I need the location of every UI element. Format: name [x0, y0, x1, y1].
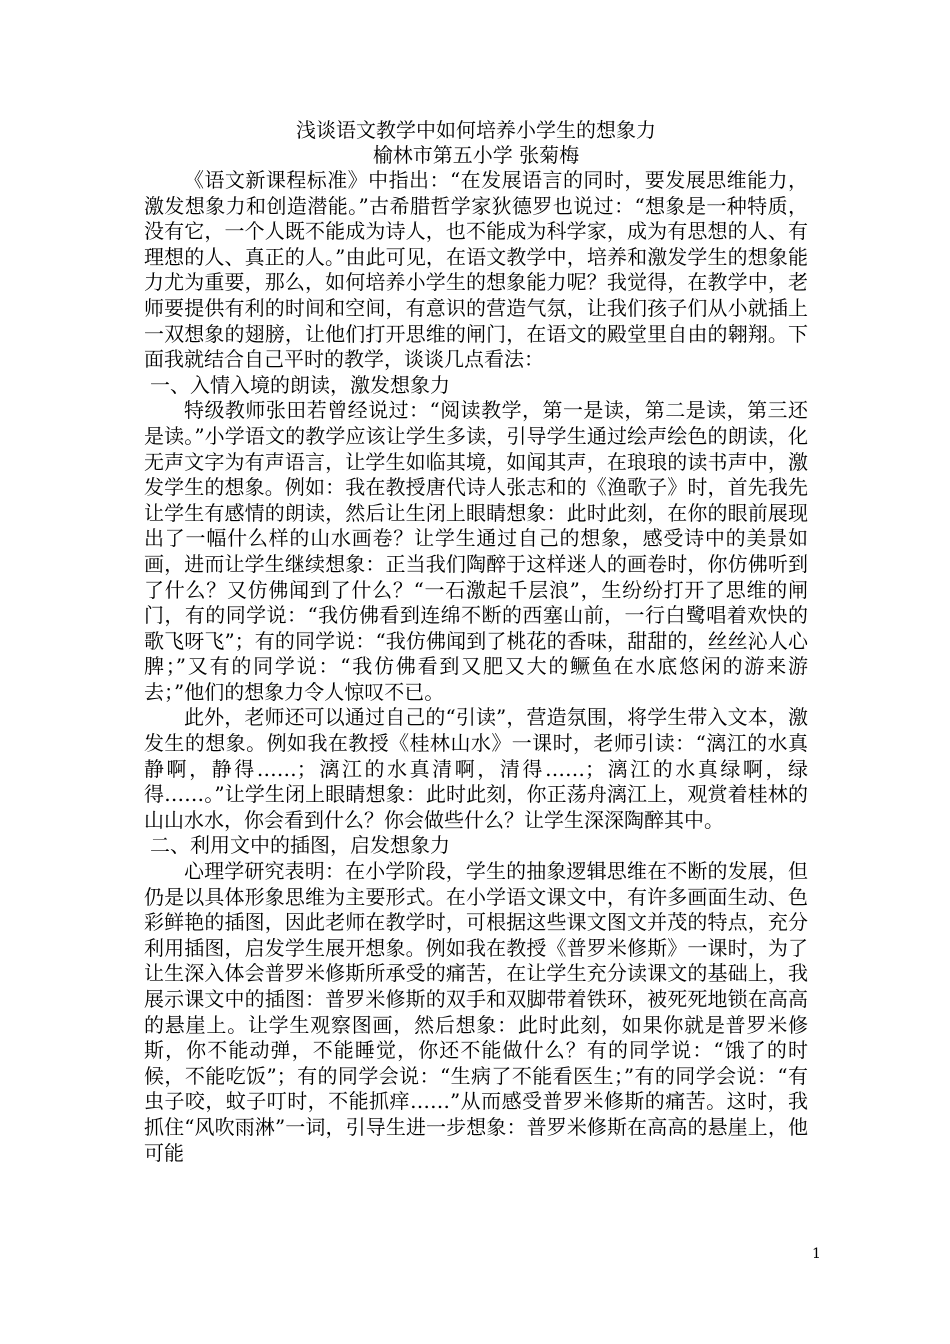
page-number: 1: [812, 1246, 821, 1262]
section-1-paragraph-2: 此外，老师还可以通过自己的“引读”，营造氛围，将学生带入文本，激发生的想象。例如我在教授《桂林山水》一课时，老师引读：“漓江的水真静啊，静得……；漓江的水真清啊，清得……；漓江的水真绿啊，绿得……。”让学生闭上眼睛想象：此时此刻，你正荡舟漓江上，观赏着桂林的山山水水，你会看到什么？你会做些什么？让学生深深陶醉其中。: [144, 705, 808, 832]
section-heading-1: 一、入情入境的朗读，激发想象力: [150, 372, 450, 397]
section-2-paragraph-1: 心理学研究表明：在小学阶段，学生的抽象逻辑思维在不断的发展，但仍是以具体形象思维为主要形式。在小学语文课文中，有许多画面生动、色彩鲜艳的插图，因此老师在教学时，可根据这些课文图文并茂的特点，充分利用插图，启发学生展开想象。例如我在教授《普罗米修斯》一课时，为了让生深入体会普罗米修斯所承受的痛苦，在让学生充分读课文的基础上，我展示课文中的插图：普罗米修斯的双手和双脚带着铁环，被死死地锁在高高的悬崖上。让学生观察图画，然后想象：此时此刻，如果你就是普罗米修斯，你不能动弹，不能睡觉，你还不能做什么？有的同学说：“饿了的时候，不能吃饭”；有的同学会说：“生病了不能看医生；”有的同学会说：“有虫子咬，蚊子叮时，不能抓痒……”从而感受普罗米修斯的痛苦。这时，我抓住“风吹雨淋”一词，引导生进一步想象：普罗米修斯在高高的悬崖上，他可能: [144, 859, 808, 1165]
document-title: 浅谈语文教学中如何培养小学生的想象力: [296, 118, 656, 142]
section-1-paragraph-1: 特级教师张田若曾经说过：“阅读教学，第一是读，第二是读，第三还是读。”小学语文的教学应该让学生多读，引导学生通过绘声绘色的朗读，化无声文字为有声语言，让学生如临其境，如闻其声，在琅琅的读书声中，激发学生的想象。例如：我在教授唐代诗人张志和的《渔歌子》时，首先我先让学生有感情的朗读，然后让生闭上眼睛想象：此时此刻，在你的眼前展现出了一幅什么样的山水画卷？让学生通过自己的想象，感受诗中的美景如画，进而让学生继续想象：正当我们陶醉于这样迷人的画卷时，你仿佛听到了什么？又仿佛闻到了什么？“一石激起千层浪”，生纷纷打开了思维的闸门，有的同学说：“我仿佛看到连绵不断的西塞山前，一行白鹭唱着欢快的歌飞呀飞”；有的同学说：“我仿佛闻到了桃花的香味，甜甜的，丝丝沁人心脾；”又有的同学说：“我仿佛看到又肥又大的鳜鱼在水底悠闲的游来游去；”他们的想象力令人惊叹不已。: [144, 398, 808, 704]
document-page: [144, 118, 808, 1166]
section-heading-2: 二、利用文中的插图，启发想象力: [150, 833, 450, 858]
intro-paragraph: 《语文新课程标准》中指出：“在发展语言的同时，要发展思维能力，激发想象力和创造潜能。”古希腊哲学家狄德罗也说过：“想象是一种特质，没有它，一个人既不能成为诗人，也不能成为科学家，成为有思想的人、有理想的人、真正的人。”由此可见，在语文教学中，培养和激发学生的想象能力尤为重要，那么，如何培养小学生的想象能力呢？我觉得，在教学中，老师要提供有利的时间和空间，有意识的营造气氛，让我们孩子们从小就插上一双想象的翅膀，让他们打开思维的闸门，在语文的殿堂里自由的翱翔。下面我就结合自己平时的教学，谈谈几点看法：: [144, 168, 808, 372]
document-author: 榆林市第五小学 张菊梅: [372, 143, 580, 167]
